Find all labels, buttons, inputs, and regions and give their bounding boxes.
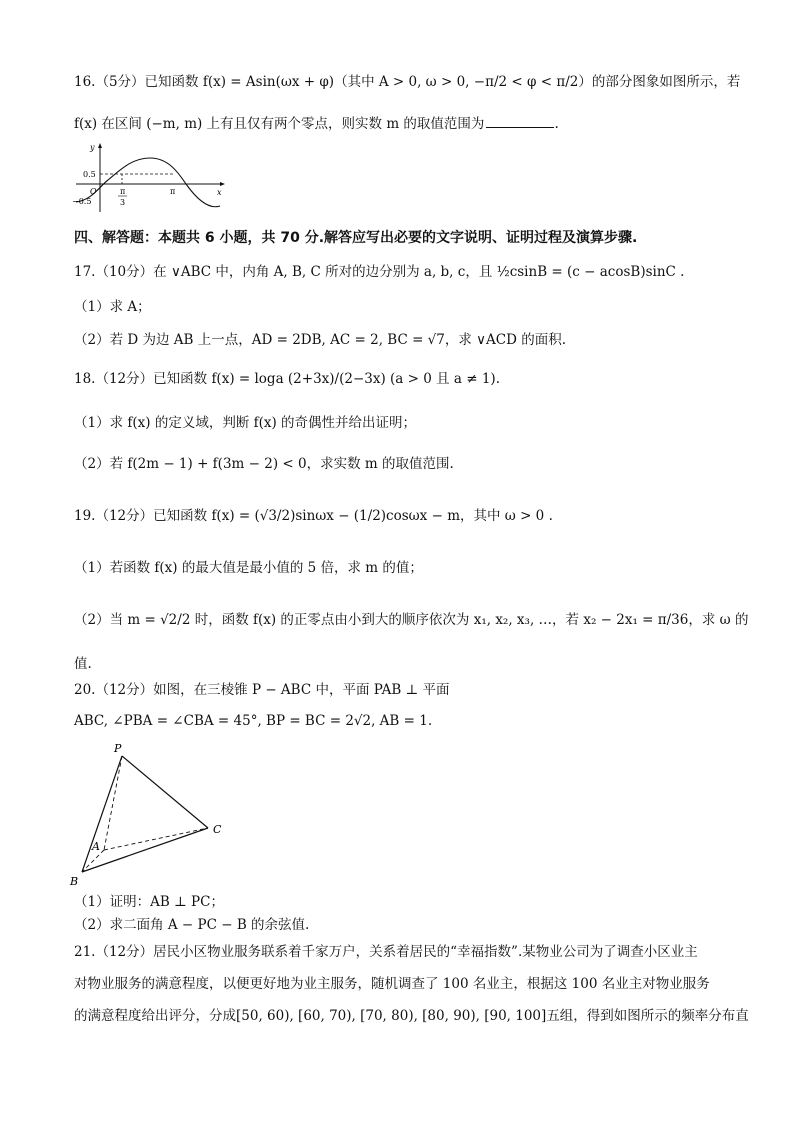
q16-line2-end: .	[554, 116, 559, 132]
edge-PA	[104, 756, 122, 850]
q20-line1: 20.（12分）如图，在三棱锥 P − ABC 中，平面 PAB ⊥ 平面	[74, 682, 450, 698]
q17-part2: （2）若 D 为边 AB 上一点，AD = 2DB, AC = 2, BC = √7，求 ∨ACD 的面积.	[74, 332, 567, 348]
q20-part2: （2）求二面角 A − PC − B 的余弦值.	[74, 917, 310, 933]
vertex-C-label: C	[213, 823, 222, 836]
edge-PC	[122, 756, 208, 828]
y-label: y	[90, 143, 95, 152]
q16-sine-graph	[70, 142, 230, 214]
section4-heading: 四、解答题：本题共 6 小题，共 70 分.解答应写出必要的文字说明、证明过程及演算步骤.	[74, 230, 638, 246]
edge-PB	[82, 756, 122, 872]
vertex-B-label: B	[70, 875, 79, 888]
origin-label: O	[90, 187, 97, 196]
q18-stem: 18.（12分）已知函数 f(x) = loga (2+3x)/(2−3x) (a > 0 且 a ≠ 1).	[74, 371, 500, 387]
q18-part1: （1）求 f(x) 的定义域，判断 f(x) 的奇偶性并给出证明；	[74, 415, 417, 431]
q21-line1: 21.（12分）居民小区物业服务联系着千家万户，关系着居民的“幸福指数”.某物业公司为了调查小区业主	[74, 944, 698, 960]
q20-part1: （1）证明：AB ⊥ PC；	[74, 894, 224, 910]
vertex-A-label: A	[92, 840, 100, 853]
y-axis-arrow-icon	[98, 143, 102, 148]
q19-part2-end: 值.	[74, 656, 92, 672]
q18-part2: （2）若 f(2m − 1) + f(3m − 2) < 0，求实数 m 的取值范围.	[74, 456, 454, 472]
q21-line2: 对物业服务的满意程度，以便更好地为业主服务，随机调查了 100 名业主，根据这 100 名业主对物业服务	[74, 976, 710, 992]
q17-stem: 17.（10分）在 ∨ABC 中，内角 A, B, C 所对的边分别为 a, b, c，且 ½csinB = (c − acosB)sinC .	[74, 264, 685, 280]
q19-stem: 19.（12分）已知函数 f(x) = (√3/2)sinωx − (1/2)cosωx − m，其中 ω > 0 .	[74, 508, 553, 524]
q20-pyramid-figure	[66, 738, 236, 888]
vertex-P-label: P	[114, 742, 122, 755]
q19-part2: （2）当 m = √2/2 时，函数 f(x) 的正零点由小到大的顺序依次为 x₁, x₂, x₃, …，若 x₂ − 2x₁ = π/36，求 ω 的	[74, 612, 749, 628]
tick-m05: −0.5	[72, 197, 92, 206]
x-axis-arrow-icon	[220, 182, 225, 186]
pi-over-3-num: π	[120, 187, 126, 196]
tick-05: 0.5	[83, 170, 96, 179]
q21-line3: 的满意程度给出评分，分成[50, 60), [60, 70), [70, 80), [80, 90), [90, 100]五组，得到如图所示的频率分布直	[74, 1008, 749, 1024]
q20-line2: ABC, ∠PBA = ∠CBA = 45°, BP = BC = 2√2, AB = 1.	[74, 713, 433, 729]
q16-line2	[74, 114, 559, 134]
q19-part1: （1）若函数 f(x) 的最大值是最小值的 5 倍，求 m 的值；	[74, 560, 423, 576]
answer-blank	[486, 127, 554, 128]
sine-curve	[76, 158, 220, 207]
edge-BC	[82, 828, 208, 872]
x-label: x	[217, 188, 222, 197]
pi-label: π	[170, 187, 176, 196]
q17-part1: （1）求 A；	[74, 299, 151, 315]
q16-line2-text: f(x) 在区间 (−m, m) 上有且仅有两个零点，则实数 m 的取值范围为	[74, 116, 485, 132]
q16-line1: 16.（5分）已知函数 f(x) = Asin(ωx + φ)（其中 A > 0, ω > 0, −π/2 < φ < π/2）的部分图象如图所示，若	[74, 74, 741, 90]
pi-over-3-den: 3	[120, 198, 126, 207]
